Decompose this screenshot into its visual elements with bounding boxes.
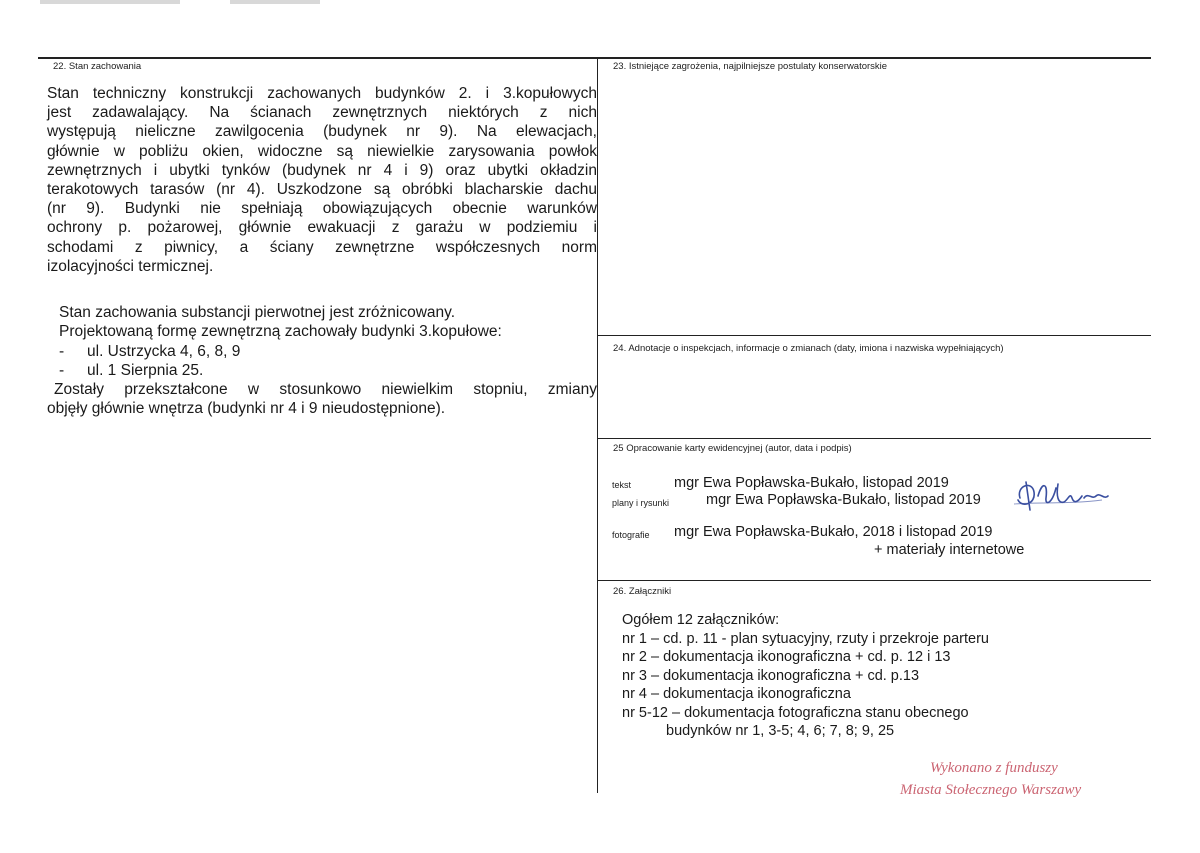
divider-25-26 <box>598 580 1151 581</box>
attachments-list <box>622 611 989 741</box>
foto-extra: + materiały internetowe <box>874 542 1025 558</box>
section-24-label: 24. Adnotacje o inspekcjach, informacje o zmianach (daty, imiona i nazwiska wypełniających) <box>613 343 1004 354</box>
divider-24-25 <box>598 438 1151 439</box>
scan-artifact <box>40 0 180 4</box>
plany-label: plany i rysunki <box>612 498 670 508</box>
paragraph-line: objęły głównie wnętrza (budynki nr 4 i 9 nieudostępnione). <box>47 400 446 418</box>
paragraph-line: (nr 9). Budynki nie spełniają obowiązujących obecnie warunków <box>47 200 597 218</box>
attachment-item-continuation: budynków nr 1, 3-5; 4, 6; 7, 8; 9, 25 <box>666 723 895 739</box>
attachment-item: nr 5-12 – dokumentacja fotograficzna stanu obecnego <box>622 704 969 721</box>
plany-author: mgr Ewa Popławska-Bukało, listopad 2019 <box>706 492 981 508</box>
stamp-line: Wykonano z funduszy <box>930 760 1058 776</box>
bullet-text: ul. Ustrzycka 4, 6, 8, 9 <box>87 343 241 360</box>
bullet-text: ul. 1 Sierpnia 25. <box>87 362 204 380</box>
bullet-item <box>59 361 240 380</box>
section-23-label: 23. Istniejące zagrożenia, najpilniejsze postulaty konserwatorskie <box>613 61 888 72</box>
tekst-label: tekst <box>612 480 632 490</box>
tekst-author: mgr Ewa Popławska-Bukało, listopad 2019 <box>674 475 949 491</box>
paragraph-line: Zostały przekształcone w stosunkowo niewielkim stopniu, zmiany <box>54 381 597 398</box>
attachment-item: nr 4 – dokumentacja ikonograficzna <box>622 686 851 702</box>
paragraph-line: jest zadawalający. Na ścianach zewnętrznych niektórych z nich <box>47 104 597 122</box>
top-border <box>38 57 1151 59</box>
bullet-dash: - <box>59 343 65 360</box>
foto-label: fotografie <box>612 530 650 540</box>
column-divider <box>597 58 598 793</box>
attachment-item: nr 3 – dokumentacja ikonograficzna + cd. p.13 <box>622 667 920 684</box>
section-26-label: 26. Załączniki <box>613 586 672 597</box>
bullet-list <box>59 342 240 380</box>
attachment-item: nr 1 – cd. p. 11 - plan sytuacyjny, rzuty i przekroje parteru <box>622 630 989 647</box>
paragraph-line: występują nieliczne zawilgocenia (budynek nr 9). Na elewacjach, <box>47 123 597 141</box>
paragraph-line: głównie w pobliżu okien, widoczne są niewielkie zarysowania powłok <box>47 142 597 160</box>
stamp-line: Miasta Stołecznego Warszawy <box>900 782 1082 798</box>
signature-image <box>1012 474 1114 518</box>
paragraph-line: zewnętrznych i ubytki tynków (budynek nr 4 i 9) oraz ubytki okładzin <box>47 161 597 179</box>
bullet-dash: - <box>59 362 65 380</box>
paragraph-line: izolacyjności termicznej. <box>47 257 214 275</box>
paragraph-line: schodami z piwnicy, a ściany zewnętrzne współczesnych norm <box>47 238 597 256</box>
section-22-label: 22. Stan zachowania <box>53 61 142 72</box>
transformation-paragraph <box>47 380 597 418</box>
section-25-label: 25 Opracowanie karty ewidencyjnej (autor, data i podpis) <box>613 443 852 454</box>
foto-author: mgr Ewa Popławska-Bukało, 2018 i listopad 2019 <box>674 524 993 540</box>
bullet-item <box>59 342 240 361</box>
paragraph-line: terakotowych tarasów (nr 4). Uszkodzone są obróbki blacharskie dachu <box>47 181 597 199</box>
condition-paragraph <box>47 84 597 276</box>
paragraph-line: Stan techniczny konstrukcji zachowanych budynków 2. i 3.kopułowych <box>47 85 597 102</box>
attachments-intro: Ogółem 12 załączników: <box>622 612 780 628</box>
form-statement: Projektowaną formę zewnętrzną zachowały budynki 3.kopułowe: <box>59 323 502 340</box>
paragraph-line: ochrony p. pożarowej, głównie ewakuacji z garażu w podziemiu i <box>47 219 597 237</box>
scan-artifact <box>230 0 320 4</box>
substance-statement: Stan zachowania substancji pierwotnej jest zróżnicowany. <box>59 304 456 321</box>
attachment-item: nr 2 – dokumentacja ikonograficzna + cd. p. 12 i 13 <box>622 649 951 665</box>
divider-23-24 <box>598 335 1151 336</box>
